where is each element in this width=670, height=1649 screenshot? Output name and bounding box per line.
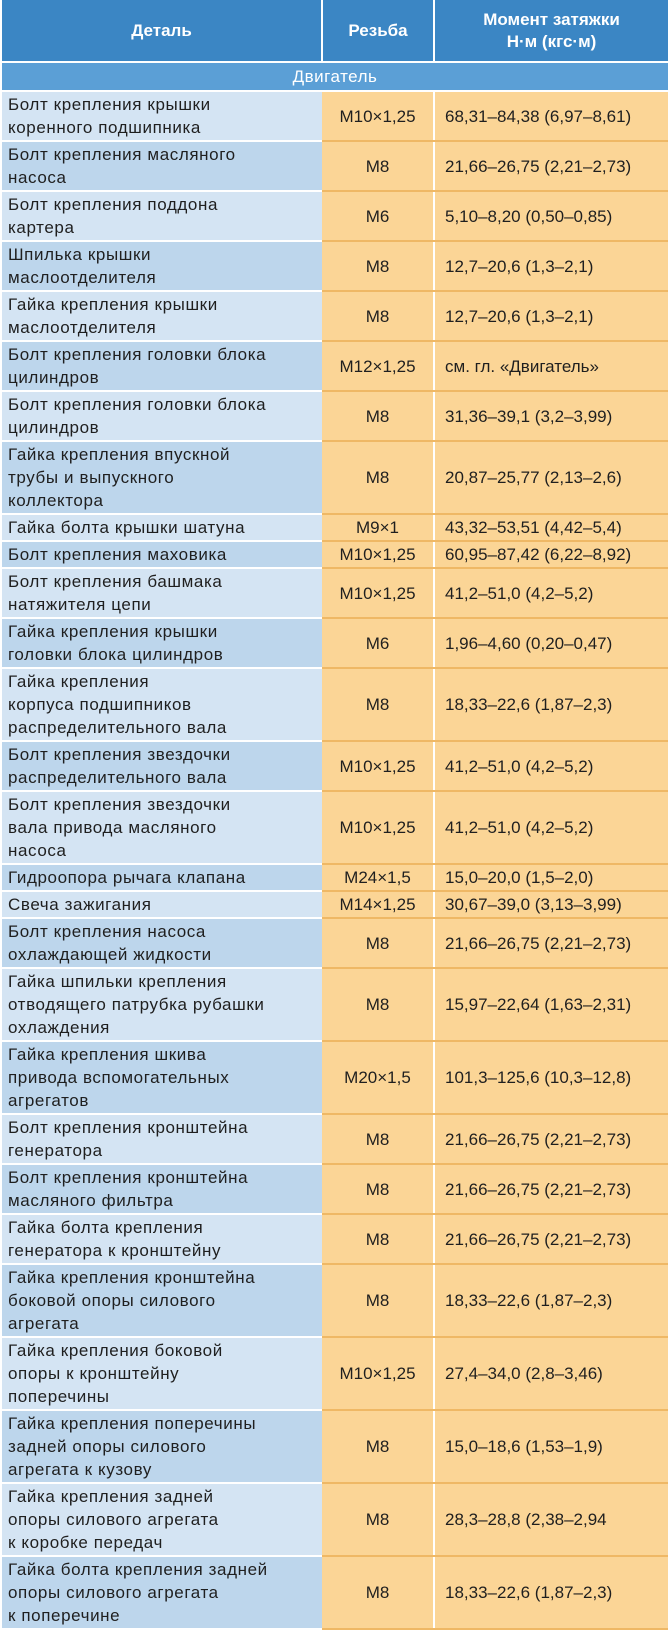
torque-cell: 43,32–53,51 (4,42–5,4) bbox=[434, 514, 668, 541]
thread-cell: М8 bbox=[322, 291, 434, 341]
detail-line: Болт крепления масляного bbox=[8, 145, 236, 164]
detail-line: Болт крепления насоса bbox=[8, 922, 206, 941]
torque-cell: 101,3–125,6 (10,3–12,8) bbox=[434, 1041, 668, 1114]
table-row bbox=[2, 441, 668, 514]
detail-cell bbox=[2, 514, 322, 541]
table-row bbox=[2, 1556, 668, 1629]
detail-line: Гайка болта крепления bbox=[8, 1218, 204, 1237]
torque-cell: 18,33–22,6 (1,87–2,3) bbox=[434, 1264, 668, 1337]
torque-table bbox=[2, 0, 668, 1630]
detail-line: насоса bbox=[8, 168, 67, 187]
table-row bbox=[2, 618, 668, 668]
detail-line: Свеча зажигания bbox=[8, 895, 152, 914]
table-row bbox=[2, 791, 668, 864]
torque-cell: 18,33–22,6 (1,87–2,3) bbox=[434, 1556, 668, 1629]
thread-cell: М14×1,25 bbox=[322, 891, 434, 918]
thread-cell: М10×1,25 bbox=[322, 791, 434, 864]
detail-line: опоры к кронштейну bbox=[8, 1364, 180, 1383]
torque-cell: 15,97–22,64 (1,63–2,31) bbox=[434, 968, 668, 1041]
thread-cell: М8 bbox=[322, 1483, 434, 1556]
detail-line: агрегата к кузову bbox=[8, 1460, 152, 1479]
thread-cell: М8 bbox=[322, 1556, 434, 1629]
thread-cell: М8 bbox=[322, 391, 434, 441]
thread-cell: М9×1 bbox=[322, 514, 434, 541]
detail-cell bbox=[2, 1164, 322, 1214]
detail-line: цилиндров bbox=[8, 368, 100, 387]
section-title: Двигатель bbox=[2, 62, 668, 91]
detail-line: Болт крепления маховика bbox=[8, 545, 227, 564]
detail-cell bbox=[2, 741, 322, 791]
detail-line: к поперечине bbox=[8, 1606, 121, 1625]
torque-cell: 41,2–51,0 (4,2–5,2) bbox=[434, 791, 668, 864]
thread-cell: М8 bbox=[322, 918, 434, 968]
detail-line: Гайка крепления боковой bbox=[8, 1341, 223, 1360]
torque-cell: 21,66–26,75 (2,21–2,73) bbox=[434, 141, 668, 191]
torque-cell: 18,33–22,6 (1,87–2,3) bbox=[434, 668, 668, 741]
table-row bbox=[2, 891, 668, 918]
detail-line: Болт крепления башмака bbox=[8, 572, 223, 591]
detail-cell bbox=[2, 968, 322, 1041]
torque-cell: 27,4–34,0 (2,8–3,46) bbox=[434, 1337, 668, 1410]
detail-cell bbox=[2, 541, 322, 568]
detail-line: боковой опоры силового bbox=[8, 1291, 216, 1310]
table-row bbox=[2, 1041, 668, 1114]
detail-line: трубы и выпускного bbox=[8, 468, 175, 487]
detail-cell bbox=[2, 1337, 322, 1410]
detail-cell bbox=[2, 918, 322, 968]
thread-cell: М24×1,5 bbox=[322, 864, 434, 891]
section-row bbox=[2, 62, 668, 91]
detail-cell bbox=[2, 1041, 322, 1114]
detail-line: задней опоры силового bbox=[8, 1437, 207, 1456]
detail-line: Гайка крепления крышки bbox=[8, 622, 218, 641]
detail-line: к коробке передач bbox=[8, 1533, 163, 1552]
thread-cell: М10×1,25 bbox=[322, 741, 434, 791]
table-row bbox=[2, 514, 668, 541]
detail-line: поперечины bbox=[8, 1387, 110, 1406]
thread-cell: М10×1,25 bbox=[322, 1337, 434, 1410]
torque-cell: 21,66–26,75 (2,21–2,73) bbox=[434, 1114, 668, 1164]
table-row bbox=[2, 1164, 668, 1214]
torque-cell: 30,67–39,0 (3,13–3,99) bbox=[434, 891, 668, 918]
detail-line: охлаждающей жидкости bbox=[8, 945, 212, 964]
detail-line: опоры силового агрегата bbox=[8, 1510, 219, 1529]
detail-line: Болт крепления головки блока bbox=[8, 345, 267, 364]
thread-cell: М8 bbox=[322, 1114, 434, 1164]
thread-cell: М6 bbox=[322, 191, 434, 241]
detail-line: отводящего патрубка рубашки bbox=[8, 995, 265, 1014]
table-row bbox=[2, 668, 668, 741]
detail-cell bbox=[2, 891, 322, 918]
detail-line: Болт крепления крышки bbox=[8, 95, 211, 114]
thread-cell: М20×1,5 bbox=[322, 1041, 434, 1114]
detail-cell bbox=[2, 341, 322, 391]
detail-line: распределительного вала bbox=[8, 718, 227, 737]
torque-cell: 21,66–26,75 (2,21–2,73) bbox=[434, 1164, 668, 1214]
detail-line: распределительного вала bbox=[8, 768, 227, 787]
detail-line: Гайка крепления шкива bbox=[8, 1045, 207, 1064]
detail-line: охлаждения bbox=[8, 1018, 110, 1037]
detail-line: насоса bbox=[8, 841, 67, 860]
thread-cell: М8 bbox=[322, 968, 434, 1041]
detail-line: Гайка крепления bbox=[8, 672, 150, 691]
torque-cell: 5,10–8,20 (0,50–0,85) bbox=[434, 191, 668, 241]
detail-line: Болт крепления головки блока bbox=[8, 395, 267, 414]
detail-line: Гайка крепления кронштейна bbox=[8, 1268, 256, 1287]
detail-cell bbox=[2, 864, 322, 891]
detail-line: Гайка шпильки крепления bbox=[8, 972, 227, 991]
header-torque bbox=[434, 0, 668, 62]
detail-cell bbox=[2, 141, 322, 191]
detail-line: картера bbox=[8, 218, 75, 237]
table-row bbox=[2, 1214, 668, 1264]
thread-cell: М8 bbox=[322, 141, 434, 191]
detail-line: Гидроопора рычага клапана bbox=[8, 868, 246, 887]
table-body bbox=[2, 62, 668, 1629]
detail-cell bbox=[2, 1114, 322, 1164]
detail-cell bbox=[2, 241, 322, 291]
torque-cell: 31,36–39,1 (3,2–3,99) bbox=[434, 391, 668, 441]
detail-line: масляного фильтра bbox=[8, 1191, 174, 1210]
detail-line: Гайка крепления впускной bbox=[8, 445, 231, 464]
thread-cell: М8 bbox=[322, 441, 434, 514]
detail-line: Гайка крепления поперечины bbox=[8, 1414, 257, 1433]
table-row bbox=[2, 968, 668, 1041]
detail-line: агрегатов bbox=[8, 1091, 89, 1110]
detail-cell bbox=[2, 618, 322, 668]
detail-line: Гайка болта крепления задней bbox=[8, 1560, 268, 1579]
detail-cell bbox=[2, 441, 322, 514]
table-header-row bbox=[2, 0, 668, 62]
thread-cell: М6 bbox=[322, 618, 434, 668]
header-torque-line2: Н·м (кгс·м) bbox=[506, 31, 597, 51]
thread-cell: М8 bbox=[322, 241, 434, 291]
detail-line: привода вспомогательных bbox=[8, 1068, 230, 1087]
detail-line: генератора bbox=[8, 1141, 103, 1160]
torque-cell: 41,2–51,0 (4,2–5,2) bbox=[434, 568, 668, 618]
detail-cell bbox=[2, 191, 322, 241]
detail-line: коллектора bbox=[8, 491, 104, 510]
torque-cell: 12,7–20,6 (1,3–2,1) bbox=[434, 241, 668, 291]
table-row bbox=[2, 864, 668, 891]
detail-line: коренного подшипника bbox=[8, 118, 201, 137]
table-row bbox=[2, 191, 668, 241]
detail-line: цилиндров bbox=[8, 418, 100, 437]
detail-cell bbox=[2, 391, 322, 441]
thread-cell: М8 bbox=[322, 1164, 434, 1214]
detail-cell bbox=[2, 1214, 322, 1264]
thread-cell: М8 bbox=[322, 1214, 434, 1264]
torque-cell: 68,31–84,38 (6,97–8,61) bbox=[434, 91, 668, 141]
table-row bbox=[2, 241, 668, 291]
detail-cell bbox=[2, 668, 322, 741]
table-row bbox=[2, 1337, 668, 1410]
detail-line: головки блока цилиндров bbox=[8, 645, 224, 664]
thread-cell: М10×1,25 bbox=[322, 541, 434, 568]
detail-line: Шпилька крышки bbox=[8, 245, 152, 264]
detail-line: агрегата bbox=[8, 1314, 80, 1333]
table-row bbox=[2, 1264, 668, 1337]
table-row bbox=[2, 741, 668, 791]
detail-cell bbox=[2, 568, 322, 618]
torque-cell: 1,96–4,60 (0,20–0,47) bbox=[434, 618, 668, 668]
torque-cell: 21,66–26,75 (2,21–2,73) bbox=[434, 1214, 668, 1264]
torque-cell: 15,0–20,0 (1,5–2,0) bbox=[434, 864, 668, 891]
torque-cell: 41,2–51,0 (4,2–5,2) bbox=[434, 741, 668, 791]
detail-line: Гайка крепления крышки bbox=[8, 295, 218, 314]
detail-cell bbox=[2, 1483, 322, 1556]
detail-line: Болт крепления кронштейна bbox=[8, 1168, 249, 1187]
detail-cell bbox=[2, 791, 322, 864]
table-row bbox=[2, 918, 668, 968]
detail-line: Болт крепления кронштейна bbox=[8, 1118, 249, 1137]
detail-cell bbox=[2, 291, 322, 341]
table-row bbox=[2, 1410, 668, 1483]
table-row bbox=[2, 341, 668, 391]
table-row bbox=[2, 91, 668, 141]
detail-line: Гайка болта крышки шатуна bbox=[8, 518, 246, 537]
torque-cell: 15,0–18,6 (1,53–1,9) bbox=[434, 1410, 668, 1483]
detail-line: корпуса подшипников bbox=[8, 695, 192, 714]
detail-line: генератора к кронштейну bbox=[8, 1241, 222, 1260]
detail-cell bbox=[2, 91, 322, 141]
thread-cell: М12×1,25 bbox=[322, 341, 434, 391]
torque-cell: 12,7–20,6 (1,3–2,1) bbox=[434, 291, 668, 341]
thread-cell: М10×1,25 bbox=[322, 91, 434, 141]
table-row bbox=[2, 391, 668, 441]
detail-line: Болт крепления звездочки bbox=[8, 745, 231, 764]
table-row bbox=[2, 568, 668, 618]
thread-cell: М8 bbox=[322, 1410, 434, 1483]
detail-line: вала привода масляного bbox=[8, 818, 217, 837]
thread-cell: М8 bbox=[322, 668, 434, 741]
detail-line: натяжителя цепи bbox=[8, 595, 152, 614]
header-torque-line1: Момент затяжки bbox=[483, 9, 620, 29]
detail-cell bbox=[2, 1264, 322, 1337]
table-row bbox=[2, 541, 668, 568]
detail-line: маслоотделителя bbox=[8, 318, 157, 337]
torque-cell: см. гл. «Двигатель» bbox=[434, 341, 668, 391]
detail-line: Болт крепления поддона bbox=[8, 195, 219, 214]
table-row bbox=[2, 291, 668, 341]
table-row bbox=[2, 1483, 668, 1556]
torque-cell: 20,87–25,77 (2,13–2,6) bbox=[434, 441, 668, 514]
torque-cell: 60,95–87,42 (6,22–8,92) bbox=[434, 541, 668, 568]
detail-cell bbox=[2, 1556, 322, 1629]
header-thread: Резьба bbox=[322, 0, 434, 62]
table-row bbox=[2, 141, 668, 191]
detail-line: Гайка крепления задней bbox=[8, 1487, 214, 1506]
torque-cell: 21,66–26,75 (2,21–2,73) bbox=[434, 918, 668, 968]
thread-cell: М8 bbox=[322, 1264, 434, 1337]
detail-line: маслоотделителя bbox=[8, 268, 157, 287]
detail-cell bbox=[2, 1410, 322, 1483]
table-row bbox=[2, 1114, 668, 1164]
torque-cell: 28,3–28,8 (2,38–2,94 bbox=[434, 1483, 668, 1556]
detail-line: опоры силового агрегата bbox=[8, 1583, 219, 1602]
detail-line: Болт крепления звездочки bbox=[8, 795, 231, 814]
thread-cell: М10×1,25 bbox=[322, 568, 434, 618]
header-detail: Деталь bbox=[2, 0, 322, 62]
